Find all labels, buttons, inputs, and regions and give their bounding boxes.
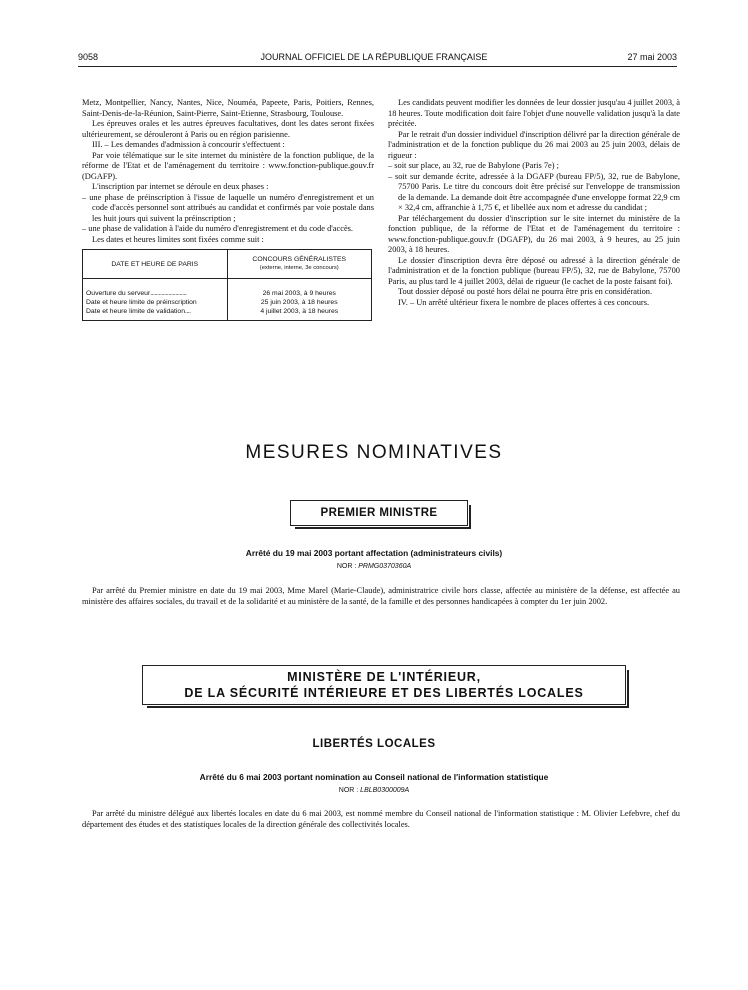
right-p1: Les candidats peuvent modifier les données de leur dossier jusqu'au 4 juillet 2003, à 18 heures. Toute modification doit faire l'objet d'une nouvelle validation jusqu'à la date précitée. (388, 98, 680, 128)
left-column (82, 98, 374, 321)
interieur-title-line2: DE LA SÉCURITÉ INTÉRIEURE ET DES LIBERTÉS LOCALES (184, 686, 584, 700)
table-row (83, 298, 372, 307)
right-p2: Par le retrait d'un dossier individuel d'inscription délivré par la direction générale de l'administration et de la fonction publique du 26 mai 2003 au 25 juin 2003, délais de rigueur : (388, 129, 680, 160)
journal-title: JOURNAL OFFICIEL DE LA RÉPUBLIQUE FRANÇAISE (260, 52, 488, 62)
page-number: 9058 (78, 52, 99, 62)
nor-label: NOR : (338, 787, 359, 794)
premier-ministre-box (290, 500, 468, 526)
row-leader: .... (185, 308, 191, 315)
arrete-body: Par arrêté du Premier ministre en date du 19 mai 2003, Mme Marel (Marie-Claude), administratrice civile hors classe, affectée au ministère de la défense, est affectée au ministère des affaires sociales, du travail et de la solidarité et au ministère de la santé, de la famille et des personnes handicapées à compter du 1er juin 2002. (82, 586, 680, 606)
right-p6: IV. – Un arrêté ultérieur fixera le nombre de places offertes à ces concours. (398, 297, 650, 307)
row-value: 25 juin 2003, à 18 heures (227, 298, 372, 307)
right-column (388, 98, 680, 308)
phase-list (82, 193, 374, 235)
nor-code: LBLB0300009A (360, 787, 410, 794)
nor-line (0, 787, 748, 794)
nor-code: PRMG0370360A (358, 563, 412, 570)
left-p5: L'inscription par internet se déroule en deux phases : (92, 182, 269, 191)
interieur-title-line1: MINISTÈRE DE L'INTÉRIEUR, (287, 670, 481, 684)
nor-label: NOR : (336, 563, 357, 570)
interieur-box (142, 665, 626, 705)
left-p3: III. – Les demandes d'admission à concourir s'effectuent : (92, 140, 285, 149)
left-p2: Les épreuves orales et les autres épreuves facultatives, dont les dates seront fixées ultérieurement, se dérouleront à Paris ou en région parisienne. (82, 119, 374, 139)
premier-ministre-title: PREMIER MINISTRE (320, 507, 438, 519)
mesures-title: MESURES NOMINATIVES (245, 442, 503, 463)
table-header-date: DATE ET HEURE DE PARIS (83, 250, 228, 279)
nor-line (0, 563, 748, 570)
table-header-concours-title: CONCOURS GÉNÉRALISTES (252, 256, 347, 263)
left-p1: Metz, Montpellier, Nancy, Nantes, Nice, Nouméa, Papeete, Paris, Poitiers, Rennes, Saint-Denis-de-la-Réunion, Saint-Pierre, Saint-Etienne, Strasbourg, Toulouse. (82, 98, 374, 118)
row-label: Ouverture du serveur (86, 290, 151, 297)
right-p4: Le dossier d'inscription devra être déposé ou adressé à la direction générale de l'administration et de la fonction publique (bureau FP/5), 32, rue de Babylone, 75700 Paris, au plus tard le 4 juillet 2003, délai de rigueur (le cachet de la poste faisant foi). (388, 255, 680, 286)
row-leader: .......................... (150, 290, 187, 297)
retrait-list (388, 161, 680, 214)
table-row (83, 307, 372, 321)
right-p5: Tout dossier déposé ou posté hors délai ne pourra être pris en considération. (398, 287, 653, 296)
list-item: – une phase de préinscription à l'issue de laquelle un numéro d'enregistrement et un code d'accès personnel sont attribués au candidat et confirmés par voie postale dans les huit jours qui suivent la préinscription ; (82, 192, 374, 223)
right-p3: Par téléchargement du dossier d'inscription sur le site internet du ministère de la fonction publique, de la réforme de l'Etat et de l'aménagement du territoire : www.fonction-publique.gouv.fr (DGAFP), du 26 mai 2003, à 9 heures, au 25 juin 2003, à 18 heures. (388, 213, 680, 254)
table-header-concours (227, 250, 372, 279)
dates-table (82, 249, 372, 321)
arrete-title: Arrêté du 6 mai 2003 portant nomination au Conseil national de l'information statistique (199, 772, 549, 782)
issue-date: 27 mai 2003 (627, 52, 677, 62)
section-title: LIBERTÉS LOCALES (312, 738, 436, 750)
row-value: 26 mai 2003, à 9 heures (227, 279, 372, 299)
table-row (83, 279, 372, 299)
list-item: – une phase de validation à l'aide du numéro d'enregistrement et du code d'accès. (82, 224, 354, 233)
row-label: Date et heure limite de préinscription (86, 299, 197, 306)
table-header-concours-sub: (externe, interne, 3e concours) (259, 265, 339, 271)
arrete-body: Par arrêté du ministre délégué aux libertés locales en date du 6 mai 2003, est nommé membre du Conseil national de l'information statistique : M. Olivier Lefebvre, chef du département des études et des statistiques locales de la direction générale des collectivités locales. (82, 809, 680, 829)
row-label: Date et heure limite de validation (86, 308, 185, 315)
header-rule (78, 66, 677, 67)
list-item: – soit sur place, au 32, rue de Babylone (Paris 7e) ; (388, 161, 559, 170)
left-p4: Par voie télématique sur le site internet du ministère de la fonction publique, de la réforme de l'Etat et de l'aménagement du territoire : www.fonction-publique.gouv.fr (DGAFP). (82, 150, 374, 181)
row-value: 4 juillet 2003, à 18 heures (227, 307, 372, 321)
list-item: – soit sur demande écrite, adressée à la DGAFP (bureau FP/5), 32, rue de Babylone, 75700 Paris. Le titre du concours doit être précisé sur l'enveloppe de transmission de la demande. La demande doit être accompagnée d'une enveloppe format 22,9 cm × 32,4 cm, affranchie à 1,75 €, et libellée aux nom et adresse du candidat ; (388, 171, 680, 212)
left-p6: Les dates et heures limites sont fixées comme suit : (92, 234, 264, 244)
arrete-title: Arrêté du 19 mai 2003 portant affectation (administrateurs civils) (245, 548, 503, 558)
